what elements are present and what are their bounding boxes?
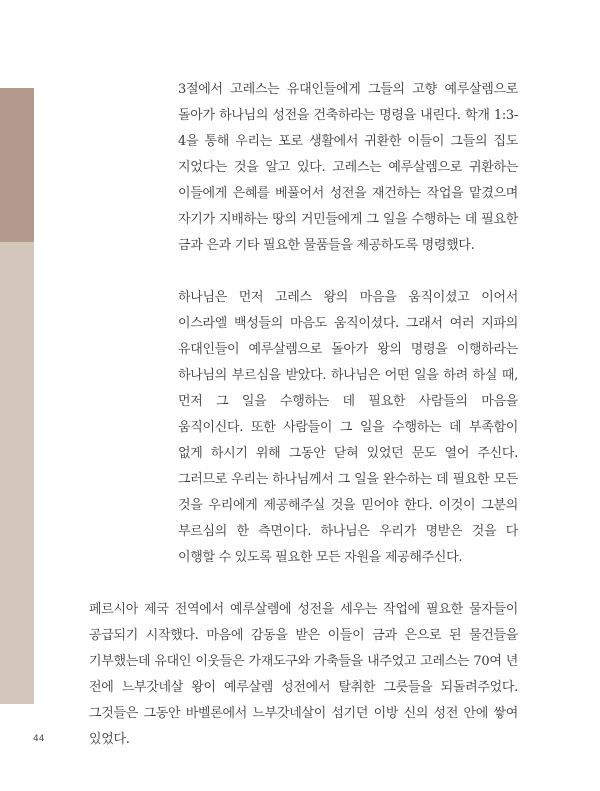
- body-paragraph-2: 하나님은 먼저 고레스 왕의 마음을 움직이셨고 이어서 이스라엘 백성들의 마음도 움직이셨다. 그래서 여러 지파의 유대인들이 예루살렘으로 돌아가 왕의 명령을 이행하라는 하나님의 부르심을 받았다. 하나님은 어떤 일을 하려 하실 때, 먼저 그 일을 수행하는 데 필요한 사람들의 마음을 움직이신다. 또한 사람들이 그 일을 수행하는 데 부족함이 없게 하시기 위해 그동안 닫혀 있었던 문도 열어 주신다. 그러므로 우리는 하나님께서 그 일을 완수하는 데 필요한 모든 것을 우리에게 제공해주실 것을 믿어야 한다. 이것이 그분의 부르심의 한 측면이다. 하나님은 우리가 명받은 것을 다 이행할 수 있도록 필요한 모든 자원을 제공해주신다.: [178, 290, 518, 565]
- side-accent-bar-light: [0, 242, 34, 704]
- body-paragraph-1: 3절에서 고레스는 유대인들에게 그들의 고향 예루살렘으로 돌아가 하나님의 성전을 건축하라는 명령을 내린다. 학개 1:3-4을 통해 우리는 포로 생활에서 귀환한 이들이 그들의 집도 지었다는 것을 알고 있다. 고레스는 예루살렘으로 귀환하는 이들에게 은혜를 베풀어서 성전을 재건하는 작업을 맡겼으며 자기가 지배하는 땅의 거민들에게 그 일을 수행하는 데 필요한 금과 은과 기타 필요한 물품들을 제공하도록 명령했다.: [178, 82, 518, 253]
- side-accent-bar-dark: [0, 88, 34, 242]
- body-paragraph-3: 페르시아 제국 전역에서 예루살렘에 성전을 세우는 작업에 필요한 물자들이 공급되기 시작했다. 마음에 감동을 받은 이들이 금과 은으로 된 물건들을 기부했는데 유대인 이웃들은 가재도구와 가축들을 내주었고 고레스는 70여 년 전에 느부갓네살 왕이 예루살렘 성전에서 탈취한 그릇들을 되돌려주었다. 그것들은 그동안 바벨론에서 느부갓네살이 섬기던 이방 신의 성전 안에 쌓여 있었다.: [89, 602, 518, 747]
- page-number: 44: [33, 734, 45, 744]
